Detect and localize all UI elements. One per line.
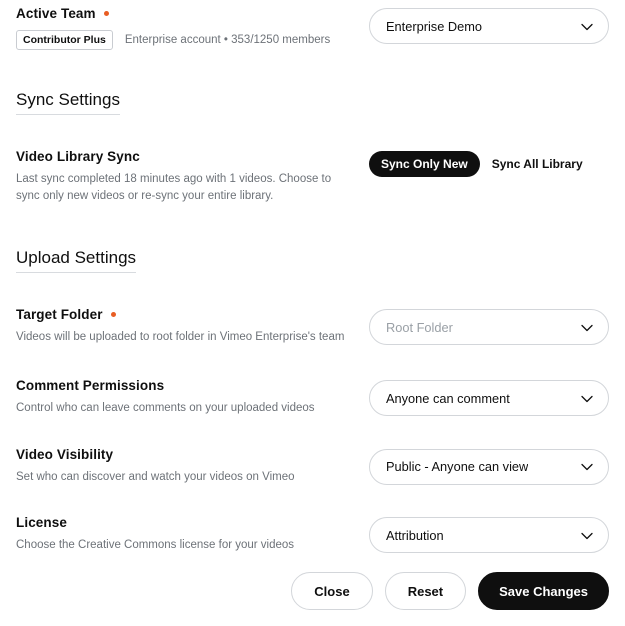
target-folder-row [16,307,609,346]
active-team-label-line [16,6,368,21]
license-info [16,515,368,554]
target-folder-info [16,307,368,346]
active-team-control [369,6,609,44]
active-team-label: Active Team [16,6,96,21]
comment-permissions-select-value: Anyone can comment [386,390,510,406]
video-library-sync-row [16,149,609,204]
license-select[interactable] [369,517,609,553]
sync-mode-toggle[interactable] [369,151,595,177]
upload-settings-heading: Upload Settings [16,248,136,273]
comment-permissions-label: Comment Permissions [16,378,165,394]
comment-permissions-label-line [16,378,368,393]
required-dot-icon [104,11,109,16]
upload-settings-heading-wrap [16,248,609,273]
active-team-meta-line [16,30,368,50]
video-library-sync-label: Video Library Sync [16,149,140,164]
license-help: Choose the Creative Commons license for your videos [16,539,295,552]
video-visibility-row [16,447,609,486]
active-team-row [16,0,609,50]
active-team-info [16,6,368,50]
target-folder-select-value: Root Folder [386,319,453,335]
license-label: License [16,515,67,531]
video-visibility-select[interactable] [369,449,609,485]
video-library-sync-help: Last sync completed 18 minutes ago with 1 videos. Choose to sync only new videos or re-sync your entire library. [16,173,332,202]
target-folder-control [369,307,609,345]
video-visibility-info [16,447,368,486]
chevron-down-icon [581,459,593,474]
video-visibility-label: Video Visibility [16,446,114,462]
sync-all-library-button[interactable]: Sync All Library [480,151,595,177]
footer-actions [16,572,609,610]
video-visibility-control [369,447,609,485]
reset-button[interactable]: Reset [385,572,466,610]
target-folder-label-line [16,307,368,322]
required-dot-icon [111,312,116,317]
active-team-select[interactable] [369,8,609,44]
comment-permissions-help: Control who can leave comments on your uploaded videos [16,402,315,415]
video-library-sync-info [16,149,368,204]
comment-permissions-info [16,378,368,417]
chevron-down-icon [581,320,593,335]
sync-settings-heading-wrap [16,90,609,115]
video-visibility-label-line [16,447,368,462]
target-folder-help: Videos will be uploaded to root folder in Vimeo Enterprise's team [16,331,345,344]
close-button[interactable]: Close [291,572,372,610]
video-library-sync-control [369,149,609,177]
plan-badge: Contributor Plus [16,30,113,50]
sync-settings-heading: Sync Settings [16,90,120,115]
target-folder-label: Target Folder [16,307,103,323]
sync-only-new-button[interactable]: Sync Only New [369,151,480,177]
license-select-value: Attribution [386,527,444,543]
comment-permissions-select[interactable] [369,380,609,416]
video-visibility-select-value: Public - Anyone can view [386,459,529,475]
target-folder-select[interactable] [369,309,609,345]
license-control [369,515,609,553]
license-row [16,515,609,554]
chevron-down-icon [581,19,593,34]
license-label-line [16,515,368,530]
save-changes-button[interactable]: Save Changes [478,572,609,610]
video-library-sync-label-line [16,149,368,164]
comment-permissions-row [16,378,609,417]
chevron-down-icon [581,391,593,406]
comment-permissions-control [369,378,609,416]
video-visibility-help: Set who can discover and watch your videos on Vimeo [16,470,295,483]
account-meta-text: Enterprise account • 353/1250 members [124,34,331,46]
chevron-down-icon [581,528,593,543]
active-team-select-value: Enterprise Demo [386,18,483,34]
